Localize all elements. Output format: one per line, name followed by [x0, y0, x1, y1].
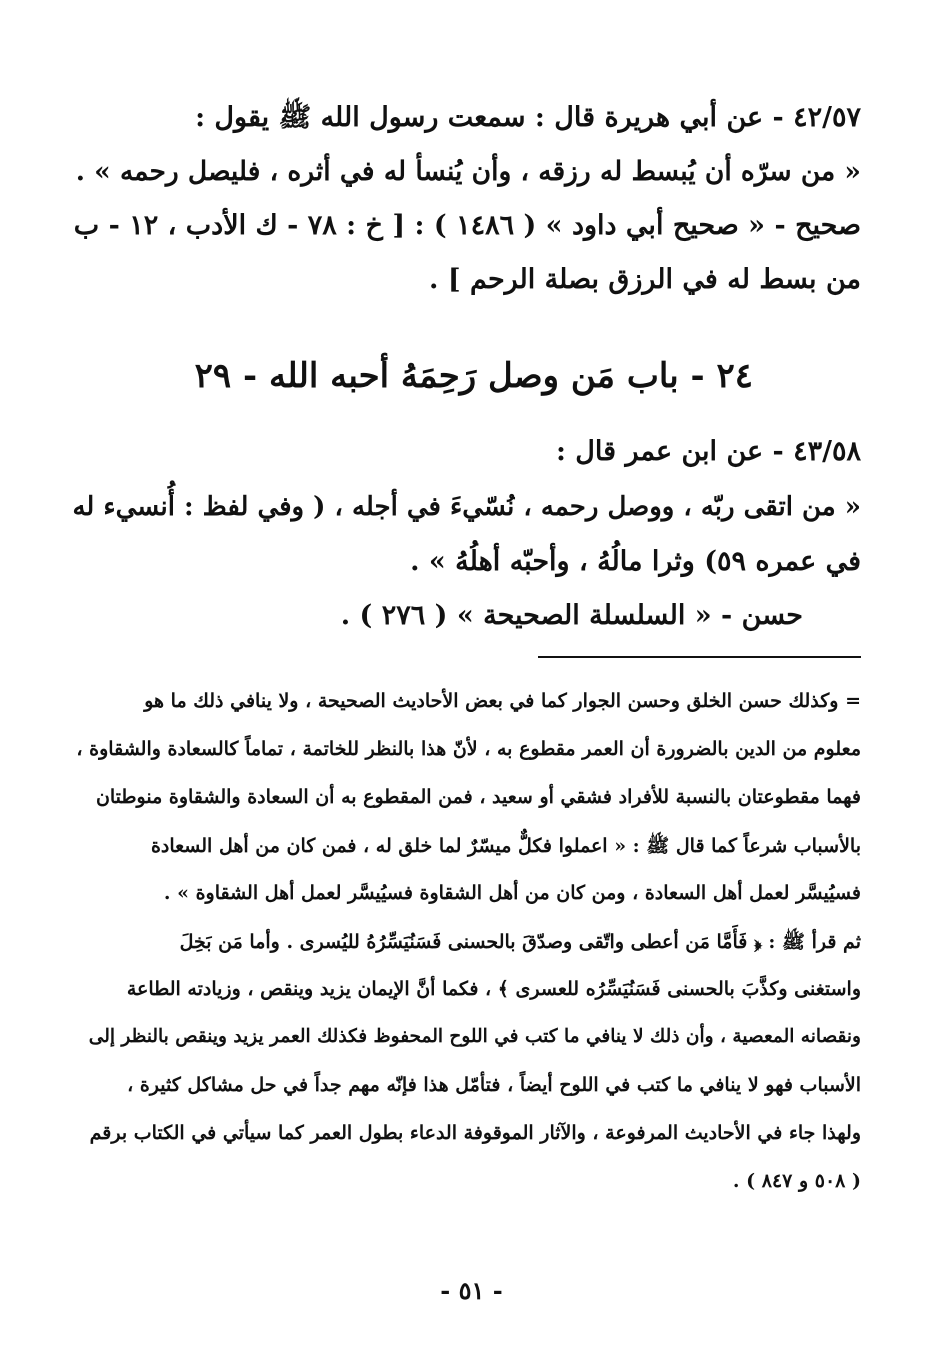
footnote-line-11: ( ٥٠٨ و ٨٤٧ ) .	[732, 1170, 861, 1192]
hadith-58-line-2: « من اتقى ربّه ، ووصل رحمه ، نُسّيءَ في أجله ، ( وفي لفظ : أُنسيء له	[72, 492, 861, 522]
footnote-line-7: واستغنى وكذَّبَ بالحسنى فَسَنُيَسِّرُه للعسرى ﴾ ، فكما أنَّ الإيمان يزيد وينقص ، وزيادته الطاعة	[126, 978, 861, 1000]
footnote-line-6: ثم قرأ ﷺ : ﴿ فَأَمَّا مَن أعطى واتّقى وصدّقَ بالحسنى فَسَنُيَسِّرُهُ لليُسرى . وأما مَن بَخِلَ	[179, 931, 861, 953]
hadith-57-line-2: « من سرّه أن يُبسط له رزقه ، وأن يُنسأ له في أثره ، فليصل رحمه » .	[75, 156, 861, 187]
page-number: - ٥١ -	[440, 1276, 503, 1305]
chapter-title: ٢٤ - باب مَن وصل رَحِمَهُ أحبه الله - ٢٩	[194, 356, 753, 396]
footnote-line-1: = وكذلك حسن الخلق وحسن الجوار كما في بعض الأحاديث الصحيحة ، ولا ينافي ذلك ما هو	[144, 690, 861, 712]
footnote-line-10: ولهذا جاء في الأحاديث المرفوعة ، والآثار الموقوفة الدعاء بطول العمر كما سيأتي في الكتاب برقم	[89, 1122, 861, 1144]
hadith-58-line-1: ٤٣/٥٨ - عن ابن عمر قال :	[555, 436, 861, 467]
hadith-58-line-4: حسن - « السلسلة الصحيحة » ( ٢٧٦ ) .	[340, 600, 803, 631]
hadith-57-line-3: صحيح - « صحيح أبي داود » ( ١٤٨٦ ) : [ خ : ٧٨ - ك الأدب ، ١٢ - ب	[73, 210, 861, 241]
footnote-line-2: معلوم من الدين بالضرورة أن العمر مقطوع به ، لأنّ هذا بالنظر للخاتمة ، تماماً كالسعادة والشقاوة ،	[76, 738, 861, 760]
hadith-57-line-1: ٤٢/٥٧ - عن أبي هريرة قال : سمعت رسول الله ﷺ يقول :	[195, 102, 861, 133]
footnote-line-8: ونقصانه المعصية ، وأن ذلك لا ينافي ما كتب في اللوح المحفوظ فكذلك العمر يزيد وينقص بالنظر إلى	[88, 1026, 861, 1047]
footnote-line-9: الأسباب فهو لا ينافي ما كتب في اللوح أيضاً ، فتأمّل هذا فإنّه مهم جداً في حل مشاكل كثيرة ،	[127, 1074, 861, 1096]
footnote-separator	[538, 656, 861, 658]
footnote-line-4: بالأسباب شرعاً كما قال ﷺ : « اعملوا فكلٌّ ميسّرٌ لما خلق له ، فمن كان من أهل السعادة	[150, 835, 861, 857]
hadith-57-line-4: من بسط له في الرزق بصلة الرحم ] .	[429, 264, 861, 295]
hadith-58-line-3: في عمره ٥٩) وثرا مالُهُ ، وأحبّه أهلُهُ » .	[410, 546, 861, 577]
footnote-line-3: فهما مقطوعتان بالنسبة للأفراد فشقي أو سعيد ، فمن المقطوع به أن السعادة والشقاوة منوطتان	[95, 786, 861, 808]
footnote-line-5: فسيُيسَّر لعمل أهل السعادة ، ومن كان من أهل الشقاوة فسيُيسَّر لعمل أهل الشقاوة » .	[163, 882, 861, 904]
